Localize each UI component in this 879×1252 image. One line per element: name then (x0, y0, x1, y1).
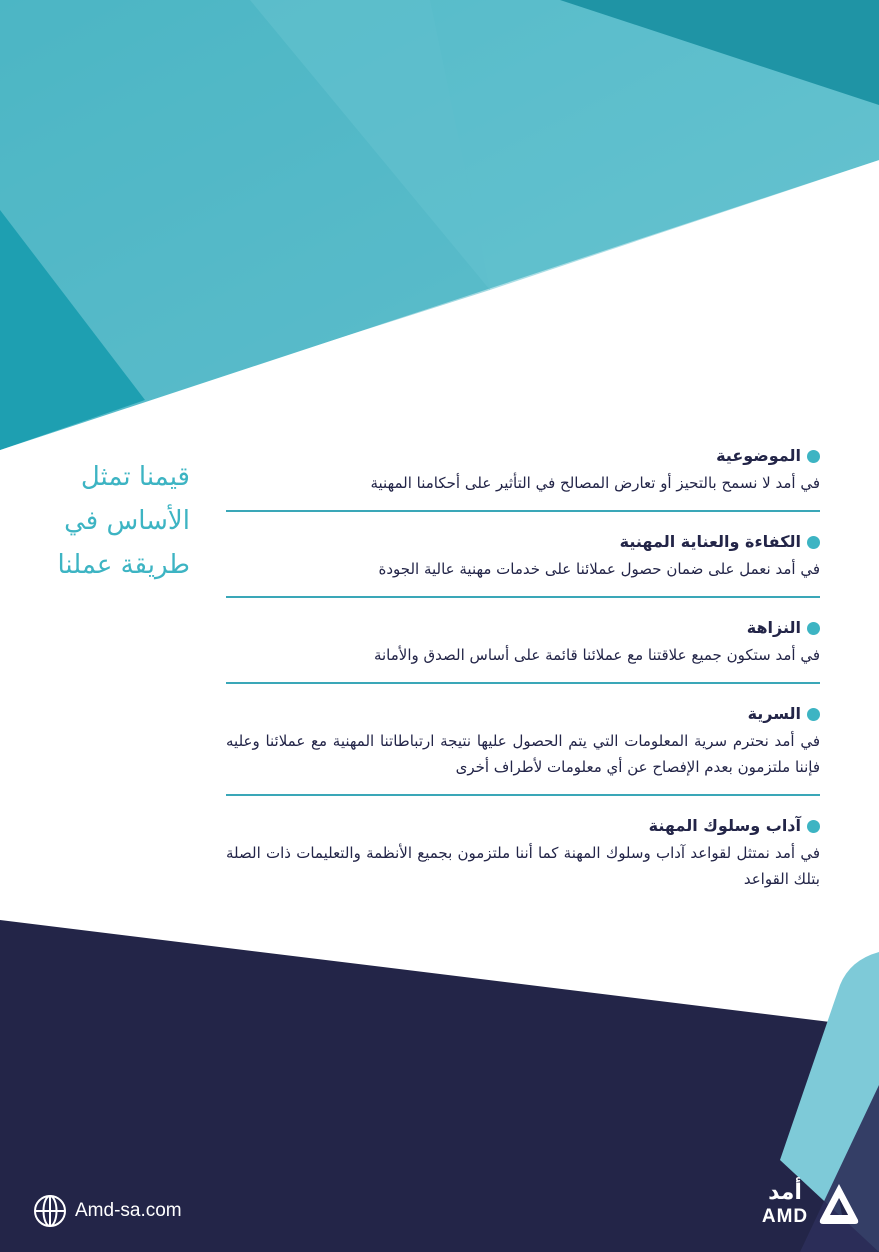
value-title: آداب وسلوك المهنة (648, 816, 801, 835)
tagline-line-2: الأساس في (64, 506, 190, 536)
bullet-icon (807, 820, 820, 833)
website-link[interactable] (33, 1194, 182, 1228)
tagline-line-3: طريقة عملنا (57, 550, 190, 580)
value-description: في أمد لا نسمح بالتحيز أو تعارض المصالح في التأثير على أحكامنا المهنية (370, 474, 820, 492)
tagline-line-1: قيمنا تمثل (80, 462, 190, 492)
website-text: Amd-sa.com (75, 1200, 182, 1221)
amd-logo-mark-icon (818, 1182, 860, 1226)
value-description: في أمد نحترم سرية المعلومات التي يتم الحصول عليها نتيجة ارتباطاتنا المهنية مع عملائنا وعليه فإننا ملتزمون بعدم الإفصاح عن أي معلومات لأطراف أخرى (226, 732, 820, 776)
bullet-icon (807, 708, 820, 721)
value-heading (226, 814, 820, 838)
globe-icon (33, 1194, 67, 1228)
value-heading (226, 530, 820, 554)
values-list (226, 436, 820, 916)
bullet-icon (807, 622, 820, 635)
logo-english-text: AMD (761, 1206, 809, 1227)
value-item (226, 806, 820, 906)
values-tagline (20, 455, 190, 587)
value-title: النزاهة (746, 618, 801, 637)
value-description: في أمد نمتثل لقواعد آداب وسلوك المهنة كما أننا ملتزمون بجميع الأنظمة والتعليمات ذات الصلة بتلك القواعد (226, 844, 820, 888)
value-description: في أمد نعمل على ضمان حصول عملائنا على خدمات مهنية عالية الجودة (378, 560, 820, 578)
value-item (226, 608, 820, 684)
bullet-icon (807, 536, 820, 549)
amd-logo (756, 1180, 861, 1230)
bullet-icon (807, 450, 820, 463)
value-title: الموضوعية (716, 446, 801, 465)
value-description: في أمد ستكون جميع علاقتنا مع عملائنا قائمة على أساس الصدق والأمانة (373, 646, 820, 664)
value-heading (226, 444, 820, 468)
value-heading (226, 702, 820, 726)
value-title: الكفاءة والعناية المهنية (619, 532, 801, 551)
value-heading (226, 616, 820, 640)
value-item (226, 436, 820, 512)
value-item (226, 522, 820, 598)
value-title: السرية (747, 704, 801, 723)
value-item (226, 694, 820, 796)
logo-arabic-text: أمد (768, 1180, 802, 1205)
